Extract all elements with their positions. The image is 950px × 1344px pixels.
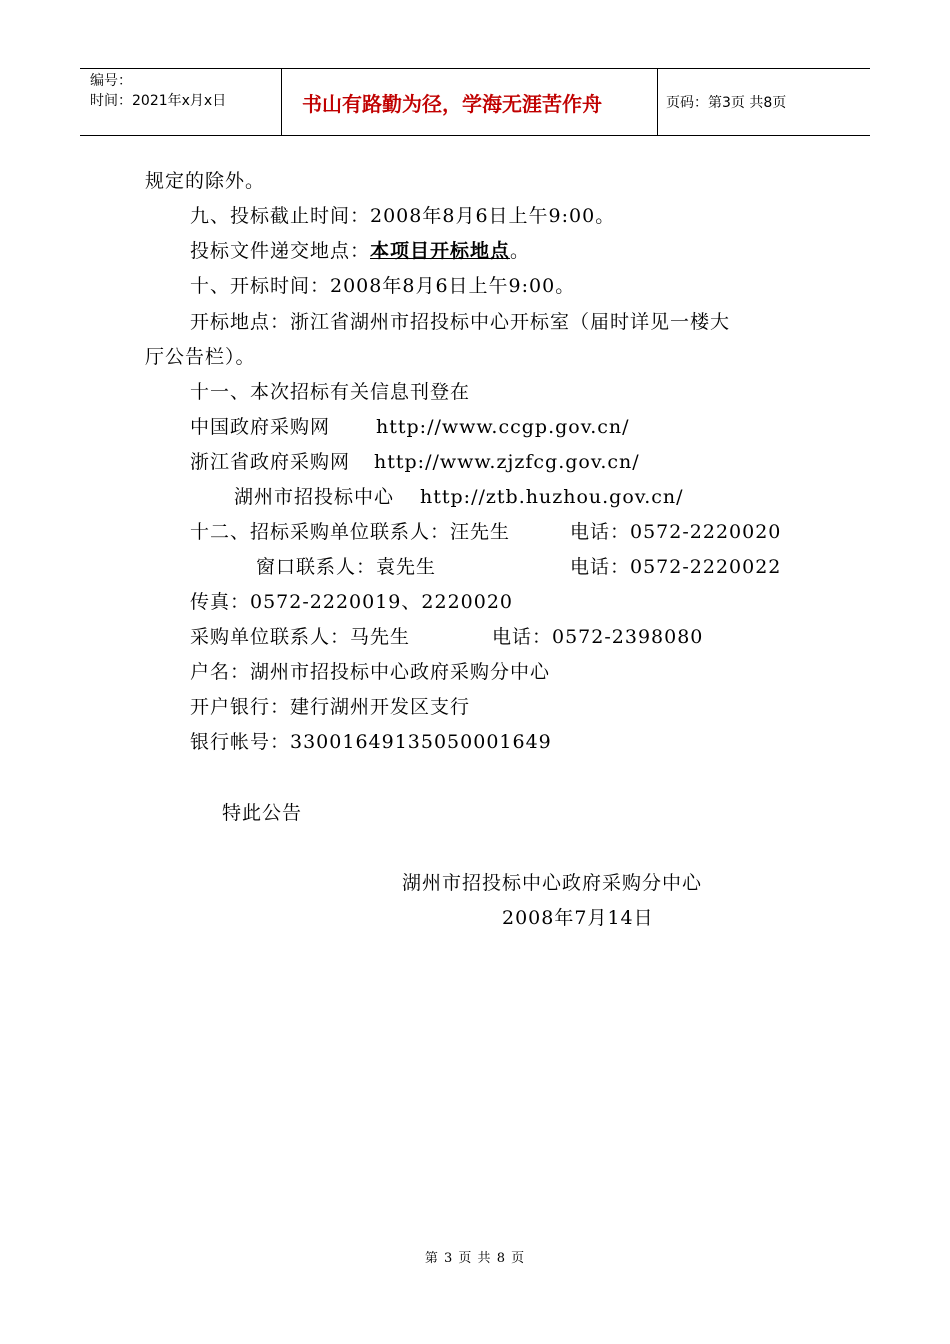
signer-line: 湖州市招投标中心政府采购分中心	[402, 872, 703, 894]
contact-2-label: 窗口联系人：袁先生	[256, 556, 437, 578]
header-motto: 书山有路勤为径，学海无涯苦作舟	[282, 69, 658, 135]
submission-location-line	[190, 236, 530, 263]
site-row	[190, 447, 640, 474]
opening-location-cont-line: 厅公告栏）。	[145, 346, 256, 368]
opening-time-line: 十、开标时间：2008年8月6日上午9:00。	[190, 275, 576, 297]
submission-location-label: 投标文件递交地点：	[190, 240, 371, 262]
account-name-line: 户名：湖州市招投标中心政府采购分中心	[190, 661, 551, 683]
account-number-line: 银行帐号：33001649135050001649	[190, 731, 552, 753]
purchaser-contact-phone: 电话：0572-2398080	[492, 626, 704, 648]
header-meta	[80, 69, 282, 135]
deadline-line: 九、投标截止时间：2008年8月6日上午9:00。	[190, 205, 616, 227]
opening-location-line: 开标地点：浙江省湖州市招投标中心开标室（届时详见一楼大	[190, 311, 731, 333]
submission-location-value: 本项目开标地点	[370, 240, 511, 262]
fax-line: 传真：0572-2220019、2220020	[190, 591, 514, 613]
purchaser-contact-label: 采购单位联系人：马先生	[190, 626, 411, 648]
date-line: 2008年7月14日	[502, 907, 654, 929]
contact-row-1	[190, 517, 510, 544]
code-label: 编号：	[90, 73, 132, 89]
info-publish-line: 十一、本次招标有关信息刊登在	[190, 381, 471, 403]
site-row	[234, 482, 684, 509]
site-name: 浙江省政府采购网	[190, 451, 351, 473]
page-footer: 第 3 页 共 8 页	[424, 1251, 526, 1266]
site-name: 中国政府采购网	[190, 416, 331, 438]
page-header	[80, 68, 870, 136]
site-url: http://www.ccgp.gov.cn/	[376, 416, 630, 438]
contact-1-label: 十二、招标采购单位联系人：汪先生	[190, 521, 511, 543]
text-line-1: 规定的除外。	[145, 170, 266, 192]
site-name: 湖州市招投标中心	[234, 486, 395, 508]
closing-line: 特此公告	[222, 802, 303, 824]
site-url: http://ztb.huzhou.gov.cn/	[420, 486, 684, 508]
bank-line: 开户银行：建行湖州开发区支行	[190, 696, 471, 718]
contact-1-phone: 电话：0572-2220020	[570, 521, 782, 543]
site-row	[190, 412, 630, 439]
header-page-info: 页码：第3页 共8页	[666, 95, 787, 111]
contact-2-phone: 电话：0572-2220022	[570, 556, 782, 578]
submission-location-suffix: 。	[510, 240, 531, 262]
time-label: 时间：2021年x月x日	[90, 93, 227, 109]
site-url: http://www.zjzfcg.gov.cn/	[374, 451, 640, 473]
